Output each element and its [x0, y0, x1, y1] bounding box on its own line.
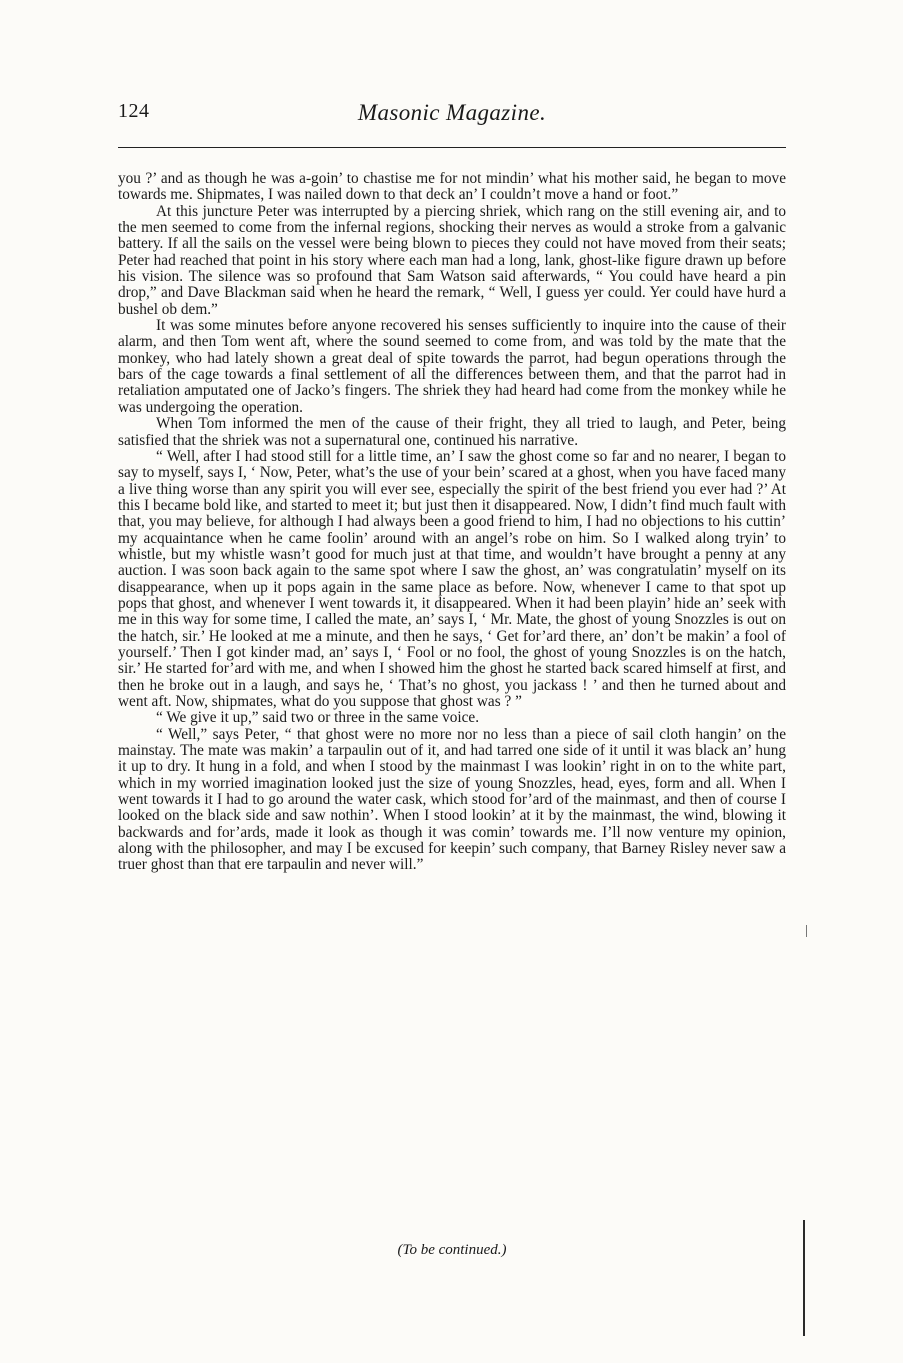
- paragraph: “ Well, after I had stood still for a little time, an’ I saw the ghost come so far and no nearer, I began to say to myself, says I, ‘ Now, Peter, what’s the use of your bein’ scared at a ghost, when you have faced many a live thing worse than any spirit you will ever see, especially the spirit of the best friend you ever had ?’ At this I became bold like, and started to meet it; but just then it disappeared. Now, I didn’t find much fault with that, you may believe, for although I had always been a good friend to him, I had no objections to his cuttin’ my acquaintance when he came foolin’ around with an angel’s robe on him. So I walked along tryin’ to whistle, but my whistle wasn’t good for much just at that time, and wouldn’t have brought a penny at any auction. I was soon back again to the same spot where I saw the ghost, an’ was congratulatin’ myself on its disappearance, when up it pops again in the same place as before. Now, whenever I came to that spot up pops that ghost, and whenever I went towards it, it disappeared. When it had been playin’ hide an’ seek with me in this way for some time, I called the mate, an’ says I, ‘ Mr. Mate, the ghost of young Snozzles is out on the hatch, sir.’ He looked at me a minute, and then he says, ‘ Get for’ard there, an’ don’t be makin’ a fool of yourself.’ Then I got kinder mad, an’ says I, ‘ Fool or no fool, the ghost of young Snozzles is on the hatch, sir.’ He started for’ard with me, and when I showed him the ghost he started back scared himself at first, and then he broke out in a laugh, and says he, ‘ That’s no ghost, you jackass ! ’ and then he turned about and went aft. Now, shipmates, what do you suppose that ghost was ? ”: [118, 447, 786, 710]
- paragraph: When Tom informed the men of the cause of their fright, they all tried to laugh, and Peter, being satisfied that the shriek was not a supernatural one, continued his narrative.: [118, 415, 786, 449]
- page-number: 124: [118, 100, 150, 122]
- running-title: Masonic Magazine.: [357, 100, 547, 125]
- article-body: [118, 171, 786, 874]
- margin-tick: [806, 925, 807, 937]
- paragraph: “ Well,” says Peter, “ that ghost were no more nor no less than a piece of sail cloth hangin’ on the mainstay. The mate was makin’ a tarpaulin out of it, and had tarred one side of it until it was black an’ hung it up to dry. It hung in a fold, and when I stood by the mainmast I was lookin’ right in on to the white part, which in my worried imagination looked just the size of young Snozzles, head, eyes, form and all. When I went towards it I had to go around the water cask, which stood for’ard of the mainmast, and then of course I looked on the black side and saw nothin’. When I stood lookin’ at it by the mainmast, the wind, blowing it backwards and for’ards, made it look as though it was comin’ towards me. I’ll now venture my opinion, along with the philosopher, and may I be excused for keepin’ such company, that Barney Risley never saw a truer ghost than that ere tarpaulin and never will.”: [118, 725, 786, 874]
- header-rule: [118, 147, 786, 148]
- paragraph: It was some minutes before anyone recovered his senses sufficiently to inquire into the cause of their alarm, and then Tom went aft, where the sound seemed to come from, and was told by the mate that the monkey, who had lately shown a great deal of spite towards the parrot, had begun operations through the bars of the cage towards a final settlement of all the differences between them, and that the parrot had in retaliation amputated one of Jacko’s fingers. The shriek they had heard had come from the monkey while he was undergoing the operation.: [118, 317, 786, 416]
- page-header: [118, 100, 786, 136]
- to-be-continued-note: (To be continued.): [397, 1242, 507, 1258]
- paragraph: you ?’ and as though he was a-goin’ to chastise me for not mindin’ what his mother said, he began to move towards me. Shipmates, I was nailed down to that deck an’ I couldn’t move a hand or foot.”: [118, 170, 786, 204]
- paragraph: At this juncture Peter was interrupted by a piercing shriek, which rang on the still evening air, and to the men seemed to come from the infernal regions, shocking their nerves as would a stroke from a galvanic battery. If all the sails on the vessel were being blown to pieces they could not have moved from their seats; Peter had reached that point in his story where each man had a long, lank, ghost-like figure drawn up before his vision. The silence was so profound that Sam Watson said afterwards, “ You could have heard a pin drop,” and Dave Blackman said when he heard the remark, “ Well, I guess yer could. Yer could have hurd a bushel ob dem.”: [118, 202, 786, 318]
- margin-mark: [803, 1220, 805, 1336]
- paragraph: “ We give it up,” said two or three in the same voice.: [156, 709, 480, 727]
